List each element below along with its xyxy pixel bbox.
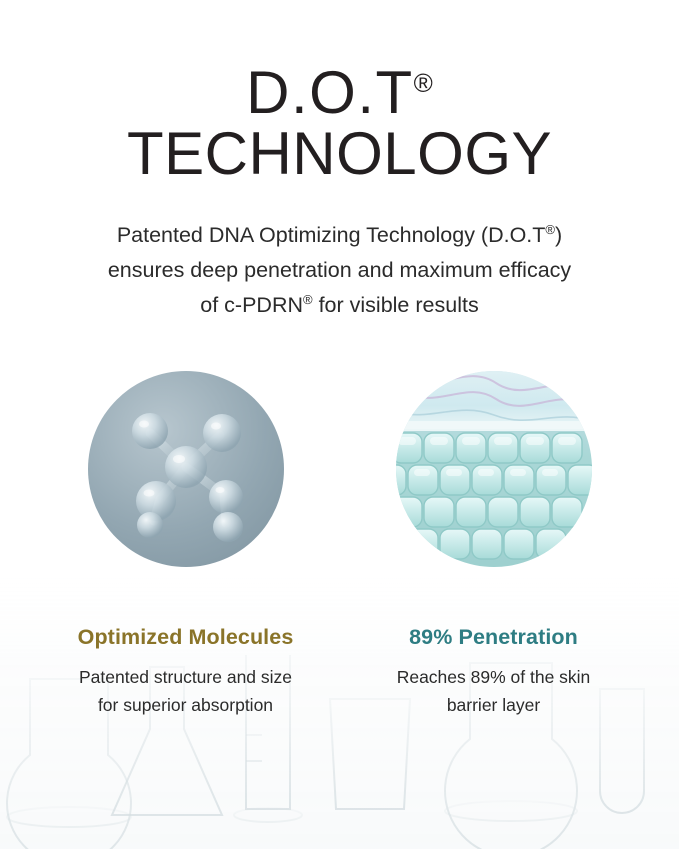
subtitle-text-3: of c-PDRN: [200, 293, 304, 318]
subtitle-line-1: [60, 218, 620, 253]
registered-mark-title: ®: [413, 68, 433, 98]
title-line-2: TECHNOLOGY: [126, 120, 553, 188]
subtitle-text-1-end: ): [555, 223, 563, 248]
card-optimized-molecules: [61, 371, 311, 720]
subtitle: [60, 218, 620, 322]
subtitle-text-3-end: for visible results: [312, 293, 479, 318]
registered-mark-subtitle-3: ®: [303, 291, 313, 307]
card-penetration: [369, 371, 619, 720]
title-line-1: [40, 59, 639, 126]
card-body-penetration: Reaches 89% of the skin barrier layer: [396, 666, 591, 716]
subtitle-line-3: [60, 288, 620, 323]
skin-barrier-honeycomb-illustration: [396, 371, 592, 567]
molecule-illustration: [88, 371, 284, 567]
feature-cards: [40, 371, 639, 720]
registered-mark-subtitle-1: ®: [545, 222, 556, 238]
page-title: [40, 59, 639, 188]
subtitle-text-1: Patented DNA Optimizing Technology (D.O.T: [116, 223, 546, 248]
card-heading-penetration: 89% Penetration: [409, 624, 578, 649]
card-heading-optimized-molecules: Optimized Molecules: [77, 624, 294, 649]
subtitle-line-2: ensures deep penetration and maximum efficacy: [107, 258, 572, 283]
title-text-1: D.O.T: [246, 59, 414, 126]
card-body-optimized-molecules: Patented structure and size for superior absorption: [78, 666, 293, 716]
